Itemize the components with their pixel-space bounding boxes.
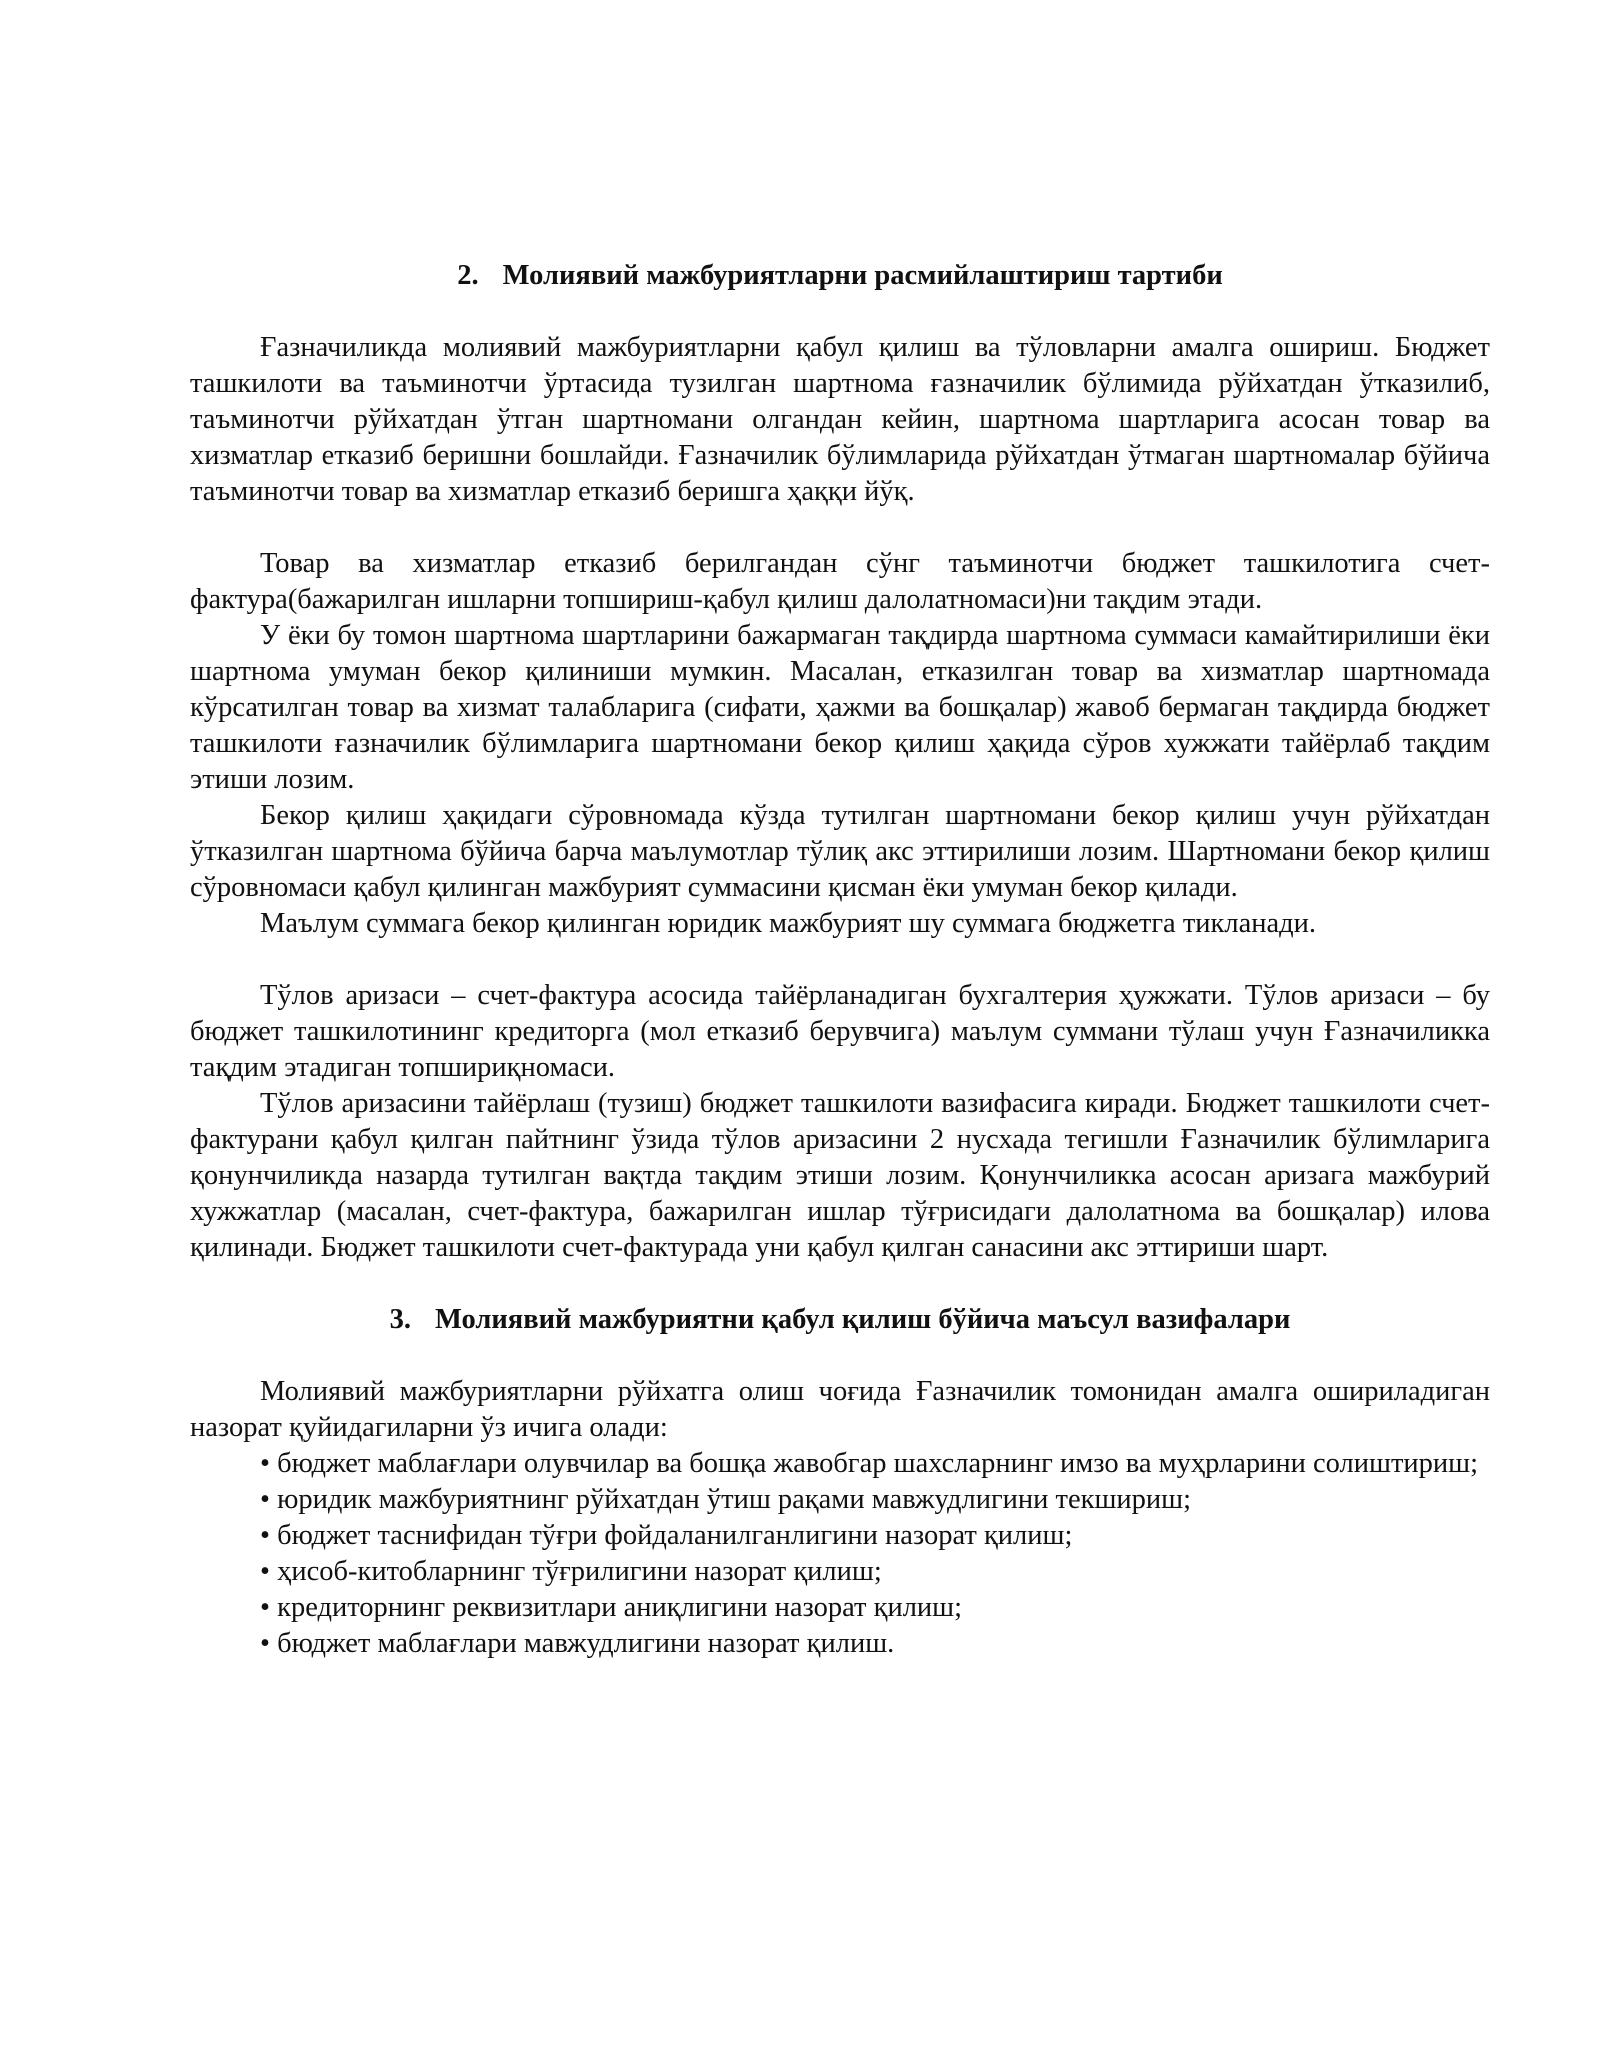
paragraph-7: Тўлов аризасини тайёрлаш (тузиш) бюджет ташкилоти вазифасига киради. Бюджет ташкилоти счет-фактурани қабул қилган пайтнинг ўзида тўлов аризасини 2 нусхада тегишли Ғазначилик бўлимларига қонунчиликда назарда тутилган вақтда тақдим этиши лозим. Қонунчиликка асосан аризага мажбурий хужжатлар (масалан, счет-фактура, бажарилган ишлар тўғрисидаги далолатнома ва бошқалар) илова қилинади. Бюджет ташкилоти счет-фактурада уни қабул қилган санасини акс эттириши шарт. [190, 1088, 1490, 1263]
list-item: • бюджет маблағлари олувчилар ва бошқа жавобгар шахсларнинг имзо ва муҳрларини солиштириш; [260, 1448, 1479, 1479]
paragraph-4: Бекор қилиш ҳақидаги сўровномада кўзда тутилган шартномани бекор қилиш учун рўйхатдан ўтказилган шартнома бўйича барча маълумотлар тўлиқ акс эттирилиши лозим. Шартномани бекор қилиш сўровномаси қабул қилинган мажбурият суммасини қисман ёки умуман бекор қилади. [190, 800, 1490, 903]
spacer [190, 510, 1490, 546]
paragraph-1: Ғазначиликда молиявий мажбуриятларни қабул қилиш ва тўловларни амалга ошириш. Бюджет ташкилоти ва таъминотчи ўртасида тузилган шартнома ғазначилик бўлимида рўйхатдан ўтказилиб, таъминотчи рўйхатдан ўтган шартномани олгандан кейин, шартнома шартларига асосан товар ва хизматлар етказиб беришни бошлайди. Ғазначилик бўлимларида рўйхатдан ўтмаган шартномалар бўйича таъминотчи товар ва хизматлар етказиб беришга ҳаққи йўқ. [190, 332, 1490, 507]
section-3-number: 3. [389, 1304, 411, 1335]
paragraph-6: Тўлов аризаси – счет-фактура асосида тайёрланадиган бухгалтерия ҳужжати. Тўлов аризаси – бу бюджет ташкилотининг кредиторга (мол етказиб берувчига) маълум суммани тўлаш учун Ғазначиликка тақдим этадиган топшириқномаси. [190, 980, 1490, 1083]
list-item: • бюджет таснифидан тўғри фойдаланилганлигини назорат қилиш; [260, 1520, 1073, 1551]
spacer [190, 942, 1490, 978]
paragraph-2: Товар ва хизматлар етказиб берилгандан сўнг таъминотчи бюджет ташкилотига счет-фактура(бажарилган ишларни топшириш-қабул қилиш далолатномаси)ни тақдим этади. [190, 548, 1490, 615]
paragraph-5: Маълум суммага бекор қилинган юридик мажбурият шу суммага бюджетга тикланади. [260, 908, 1317, 939]
list-item: • бюджет маблағлари мавжудлигини назорат қилиш. [260, 1628, 895, 1659]
section-3-heading-block [190, 1302, 1490, 1338]
section-3-heading [190, 1302, 1490, 1338]
section-2-title: Молиявий мажбуриятларни расмийлаштириш тартиби [502, 260, 1223, 291]
list-item: • юридик мажбуриятнинг рўйхатдан ўтиш рақами мавжудлигини текшириш; [260, 1484, 1192, 1515]
section-2-heading [190, 258, 1490, 294]
list-item: • кредиторнинг реквизитлари аниқлигини назорат қилиш; [260, 1592, 963, 1623]
section-2-number: 2. [457, 260, 479, 291]
list-item: • ҳисоб-китобларнинг тўғрилигини назорат қилиш; [260, 1556, 882, 1587]
paragraph-3: У ёки бу томон шартнома шартларини бажармаган тақдирда шартнома суммаси камайтирилиши ёки шартнома умуман бекор қилиниши мумкин. Масалан, етказилган товар ва хизматлар шартномада кўрсатилган товар ва хизмат талабларига (сифати, ҳажми ва бошқалар) жавоб бермаган тақдирда бюджет ташкилоти ғазначилик бўлимларига шартномани бекор қилиш ҳақида сўров хужжати тайёрлаб тақдим этиши лозим. [190, 620, 1490, 795]
document-page [190, 258, 1490, 1662]
section-3-title: Молиявий мажбуриятни қабул қилиш бўйича маъсул вазифалари [434, 1304, 1291, 1335]
section-3-intro: Молиявий мажбуриятларни рўйхатга олиш чоғида Ғазначилик томонидан амалга ошириладиган назорат қуйидагиларни ўз ичига олади: [190, 1376, 1490, 1443]
section-2-heading-block [190, 258, 1490, 294]
